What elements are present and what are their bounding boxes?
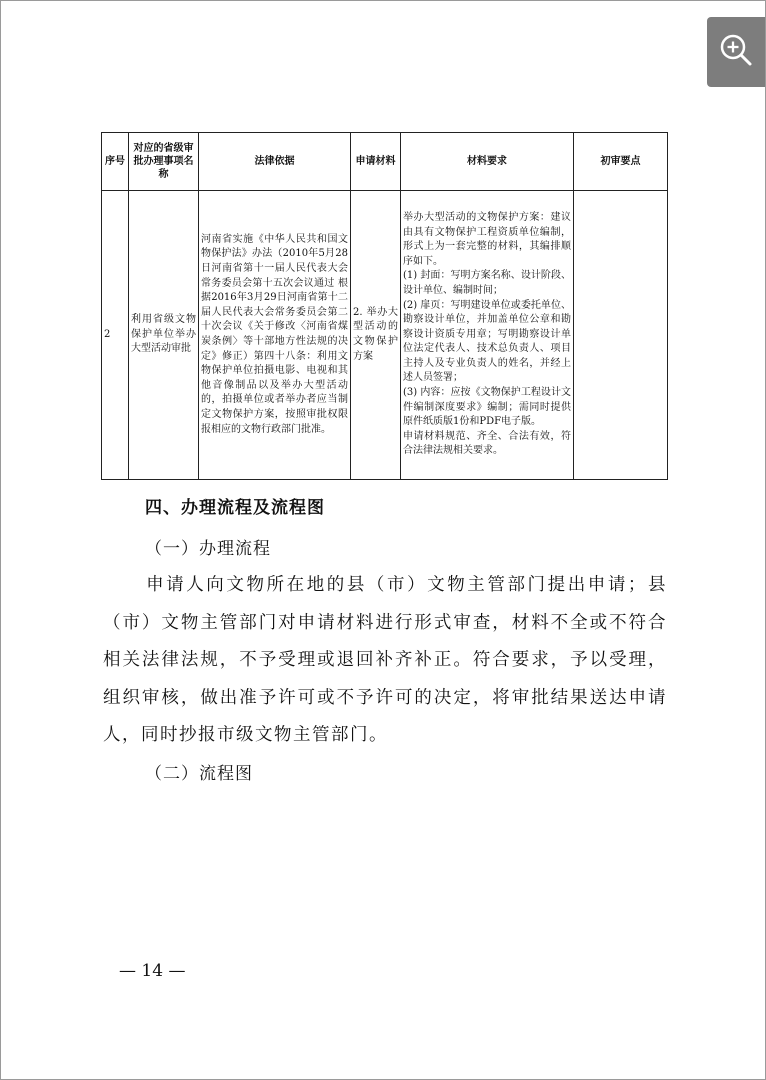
page-number: — 14 — [119, 961, 186, 981]
requirement-line: (3) 内容：应按《文物保护工程设计文件编制深度要求》编制；需同时提供原件纸质版1份和PDF电子版。 [403, 387, 571, 428]
subsection-heading-process: （一）办理流程 [145, 539, 271, 559]
cell-item-name: 利用省级文物保护单位举办大型活动审批 [129, 191, 199, 480]
zoom-in-button[interactable] [707, 17, 765, 87]
requirement-line: (1) 封面：写明方案名称、设计阶段、设计单位、编制时间； [403, 270, 571, 296]
approval-table [101, 132, 668, 480]
cell-materials: 2. 举办大型活动的文物保护方案 [351, 191, 401, 480]
header-item-name: 对应的省级审批办理事项名称 [129, 133, 199, 191]
cell-requirements [401, 191, 574, 480]
cell-review-points [574, 191, 668, 480]
process-paragraph-text: 申请人向文物所在地的县（市）文物主管部门提出申请；县（市）文物主管部门对申请材料进行形式审查，材料不全或不符合相关法律法规，不予受理或退回补齐补正。符合要求，予以受理，组织审核，做出准予许可或不予许可的决定，将审批结果送达申请人，同时抄报市级文物主管部门。 [103, 575, 667, 745]
table-row [102, 191, 668, 480]
header-legal-basis: 法律依据 [199, 133, 351, 191]
cell-legal-basis: 河南省实施《中华人民共和国文物保护法》办法（2010年5月28日河南省第十一届人民代表大会常务委员会第十五次会议通过 根据2016年3月29日河南省第十二届人民代表大会常务委员会第二十次会议《关于修改〈河南省煤炭条例〉等十部地方性法规的决定》修正）第四十八条：利用文物保护单位拍摄电影、电视和其他音像制品以及举办大型活动的，拍摄单位或者举办者应当制定文物保护方案，按照审批权限报相应的文物行政部门批准。 [199, 191, 351, 480]
header-number: 序号 [102, 133, 129, 191]
process-paragraph [103, 567, 667, 755]
header-review-points: 初审要点 [574, 133, 668, 191]
cell-number: 2 [102, 191, 129, 480]
zoom-in-icon [717, 31, 755, 73]
header-requirements: 材料要求 [401, 133, 574, 191]
requirement-line: (2) 扉页：写明建设单位或委托单位、勘察设计单位，并加盖单位公章和勘察设计资质专用章；写明勘察设计单位法定代表人、技术总负责人、项目主持人及专业负责人的姓名，并经上述人员签署； [403, 299, 571, 384]
requirement-line: 举办大型活动的文物保护方案：建议由具有文物保护工程资质单位编制，形式上为一套完整的材料，其编排顺序如下。 [403, 211, 571, 267]
header-materials: 申请材料 [351, 133, 401, 191]
table-header-row [102, 133, 668, 191]
requirement-line: 申请材料规范、齐全、合法有效，符合法律法规相关要求。 [403, 430, 571, 457]
section-heading: 四、办理流程及流程图 [145, 498, 325, 518]
subsection-heading-flowchart: （二）流程图 [145, 764, 253, 784]
